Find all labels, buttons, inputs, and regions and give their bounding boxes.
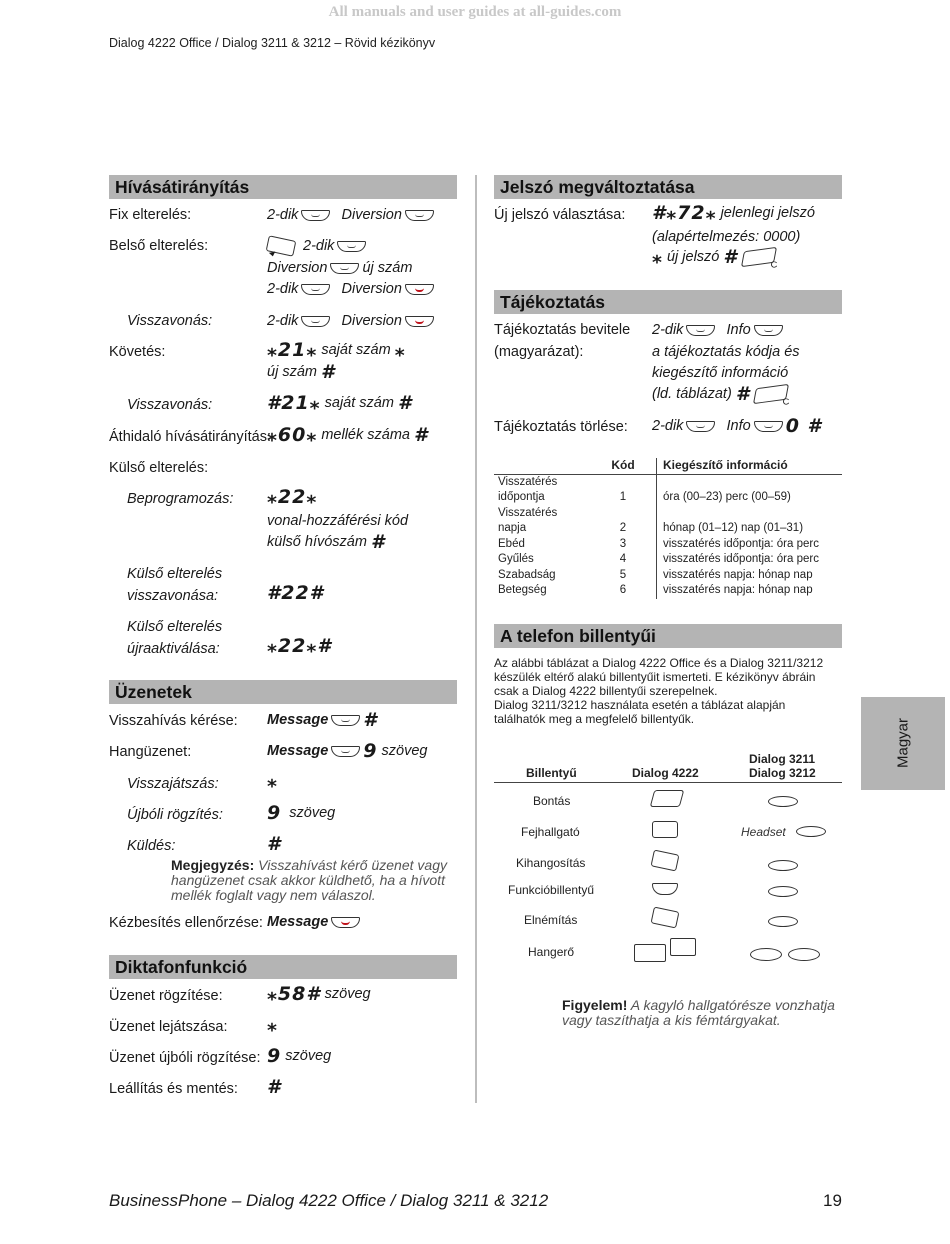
section-title-diktafon: Diktafonfunkció	[109, 955, 457, 979]
softkey-icon	[331, 715, 360, 726]
tajek-bevitele-line4: (ld. táblázat) # C	[652, 383, 789, 407]
codes-cell-name	[494, 568, 590, 584]
athidalo-label: Áthidaló hívásátirányítás:	[109, 429, 272, 445]
belso-action-line3: 2-dik Diversion	[267, 280, 437, 298]
codes-cell-kod: 5	[619, 568, 627, 581]
codes-cell-name	[494, 552, 590, 568]
softkey-icon	[754, 325, 783, 336]
kulso-label: Külső elterelés:	[109, 460, 209, 476]
key-name-kihangositas: Kihangosítás	[516, 856, 586, 870]
kezbesites-action: Message	[267, 913, 363, 931]
tajek-bevitele-line2: a tájékoztatás kódja és	[652, 344, 800, 360]
kulso-visszavonas-label-2: visszavonása:	[127, 588, 219, 604]
softkey-icon	[330, 263, 359, 274]
visszahivas-label: Visszahívás kérése:	[109, 713, 238, 729]
visszavonas-label-2: Visszavonás:	[127, 397, 213, 413]
keys-header-rule	[494, 782, 842, 783]
softkey-active-icon	[405, 284, 434, 295]
page-number: 19	[823, 1191, 842, 1210]
softkey-icon	[331, 746, 360, 757]
kuldes-action: #	[267, 833, 282, 855]
watermark: All manuals and user guides at all-guides.com	[328, 4, 622, 20]
ujboli-rogzites-label: Újbóli rögzítés:	[127, 807, 223, 823]
keys-header-4222: Dialog 4222	[632, 766, 699, 780]
section-title-tajekoztatas: Tájékoztatás	[494, 290, 842, 314]
uzenet-rogzitese-action: ⁎58# szöveg	[267, 983, 371, 1005]
uzenet-ujboli-action: 9 szöveg	[267, 1045, 332, 1067]
codes-cell-info: óra (00–23) perc (00–59)	[657, 474, 843, 506]
megjegyzes-note: Megjegyzés: Visszahívást kérő üzenet vagy hangüzenet csak akkor küldhető, ha a hívott mellék foglalt vagy nem válaszol.	[171, 857, 447, 903]
codes-cell-name	[494, 506, 590, 537]
fix-label: Fix elterelés:	[109, 207, 192, 223]
softkey-icon	[301, 210, 330, 221]
volume-down-key-icon	[634, 944, 666, 962]
tajek-bevitele-line3: kiegészítő információ	[652, 365, 789, 381]
uzenet-ujboli-label: Üzenet újbóli rögzítése:	[109, 1050, 261, 1066]
tajek-torlese-label: Tájékoztatás törlése:	[494, 419, 628, 435]
belso-label: Belső elterelés:	[109, 238, 209, 254]
codes-cell-kod: 3	[619, 537, 627, 550]
softkey-icon	[686, 325, 715, 336]
clear-key-icon: C	[741, 247, 777, 267]
language-tab: Magyar	[861, 697, 945, 790]
kulso-ujraakt-code: ⁎22⁎#	[267, 635, 332, 657]
uj-jelszo-line2: (alapértelmezés: 0000)	[652, 229, 801, 245]
codes-cell-info: visszatérés időpontja: óra perc	[657, 552, 843, 568]
codes-header-0	[494, 458, 590, 474]
codes-row	[494, 474, 842, 506]
section-title-hivasatiranyitas: Hívásátirányítás	[109, 175, 457, 199]
softkey-active-icon	[405, 316, 434, 327]
uzenet-lejatszasa-label: Üzenet lejátszása:	[109, 1019, 228, 1035]
headset-key-icon	[796, 826, 826, 837]
beprogramozas-line2: vonal-hozzáférési kód	[267, 513, 409, 529]
codes-name-line: Szabadság	[498, 568, 556, 581]
section-title-jelszo: Jelszó megváltoztatása	[494, 175, 842, 199]
kuldes-label: Küldés:	[127, 838, 176, 854]
billentyui-intro: Az alábbi táblázat a Dialog 4222 Office és a Dialog 3211/3212 készülék eltérő alakú billentyűit ismerteti. E kézikönyv ábráin csak a Dialog 4222 billentyűi szerepelnek. Dialog 3211/3212 használata esetén a táblázat alapján találhatók meg a megfelelő billentyűk.	[494, 656, 824, 726]
codes-cell-kod: 1	[619, 491, 627, 503]
kovetes-action-line1: ⁎21⁎ saját szám ⁎	[267, 339, 406, 361]
codes-row	[494, 583, 842, 599]
beprogramozas-line3: külső hívószám #	[267, 531, 386, 553]
codes-cell-name	[494, 474, 590, 506]
mute-key-icon	[768, 916, 798, 927]
clear-key-icon	[768, 796, 798, 807]
keys-header-billentyu: Billentyű	[526, 766, 577, 780]
uzenet-rogzitese-label: Üzenet rögzítése:	[109, 988, 223, 1004]
beprogramozas-label: Beprogramozás:	[127, 491, 234, 507]
codes-name-line: napja	[498, 522, 527, 534]
softkey-icon	[301, 284, 330, 295]
visszahivas-action: Message #	[267, 709, 378, 731]
footer-title: BusinessPhone – Dialog 4222 Office / Dialog 3211 & 3212	[109, 1191, 549, 1210]
hanguzenet-action: Message 9 szöveg	[267, 740, 428, 762]
tajek-bevitele-label-1: Tájékoztatás bevitele	[494, 322, 631, 338]
kulso-ujraakt-label-1: Külső elterelés	[127, 619, 223, 635]
codes-name-line: időpontja	[498, 491, 545, 503]
codes-name-line: Ebéd	[498, 537, 525, 550]
codes-cell-name	[494, 537, 590, 553]
codes-cell-kod: 6	[619, 584, 627, 596]
volume-up-key-icon	[670, 938, 696, 956]
visszavonas-label-1: Visszavonás:	[127, 313, 213, 329]
softkey-active-icon	[331, 917, 360, 928]
visszavonas-action-2: #21⁎ saját szám #	[267, 392, 413, 414]
codes-name-line: Visszatérés	[498, 506, 558, 519]
visszajatszas-label: Visszajátszás:	[127, 776, 219, 792]
softkey-icon	[686, 421, 715, 432]
codes-cell-kod: 2	[619, 522, 627, 534]
tajek-bevitele-line1: 2-dik Info	[652, 321, 786, 339]
ujboli-rogzites-action: 9 szöveg	[267, 802, 336, 824]
function-key-icon	[652, 883, 678, 895]
leallitas-action: #	[267, 1076, 282, 1098]
codes-cell-kod: 4	[619, 553, 627, 565]
clear-key-icon	[650, 790, 685, 807]
uj-jelszo-label: Új jelszó választása:	[494, 207, 626, 223]
mute-key-icon	[651, 906, 680, 928]
belso-action-line2: Diversion új szám	[267, 260, 413, 276]
handsfree-icon	[266, 235, 297, 256]
headset-key-icon	[652, 821, 678, 838]
visszajatszas-action: ⁎	[267, 770, 278, 792]
codes-table	[494, 458, 842, 599]
key-name-funkcio: Funkcióbillentyű	[508, 883, 595, 897]
codes-name-line: Betegség	[498, 584, 547, 596]
kovetes-action-line2: új szám #	[267, 361, 336, 383]
clear-key-icon: C	[753, 384, 789, 404]
codes-row	[494, 506, 842, 537]
keys-header-3212: Dialog 3212	[749, 766, 816, 780]
key-name-bontas: Bontás	[533, 794, 571, 808]
codes-name-line: Visszatérés	[498, 475, 558, 488]
section-title-uzenetek: Üzenetek	[109, 680, 457, 704]
handsfree-key-icon	[768, 860, 798, 871]
fix-action: 2-dik Diversion	[267, 206, 437, 224]
section-title-billentyui: A telefon billentyűi	[494, 624, 842, 648]
softkey-icon	[754, 421, 783, 432]
key-name-fejhallgato: Fejhallgató	[521, 825, 580, 839]
codes-header-1: Kód	[611, 458, 635, 472]
softkey-icon	[405, 210, 434, 221]
codes-cell-info: hónap (01–12) nap (01–31)	[657, 506, 843, 537]
codes-header-2: Kiegészítő információ	[657, 458, 843, 474]
leallitas-label: Leállítás és mentés:	[109, 1081, 238, 1097]
softkey-icon	[337, 241, 366, 252]
uj-jelszo-line3: ⁎ új jelszó # C	[652, 246, 777, 270]
running-header: Dialog 4222 Office / Dialog 3211 & 3212 – Rövid kézikönyv	[109, 36, 436, 50]
headset-label: Headset	[741, 825, 786, 839]
kulso-ujraakt-label-2: újraaktiválása:	[127, 641, 220, 657]
uj-jelszo-line1: #⁎72⁎ jelenlegi jelszó	[652, 202, 815, 224]
kulso-visszavonas-label-1: Külső elterelés	[127, 566, 223, 582]
keys-header-3211: Dialog 3211	[749, 752, 816, 766]
codes-row	[494, 568, 842, 584]
volume-down-key-icon	[750, 948, 782, 961]
kovetes-label: Követés:	[109, 344, 166, 360]
kezbesites-label: Kézbesítés ellenőrzése:	[109, 915, 263, 931]
key-name-hangero: Hangerő	[528, 945, 575, 959]
codes-cell-info: visszatérés napja: hónap nap	[657, 583, 843, 599]
softkey-icon	[301, 316, 330, 327]
beprogramozas-code: ⁎22⁎	[267, 486, 318, 508]
handsfree-key-icon	[651, 849, 680, 871]
volume-up-key-icon	[788, 948, 820, 961]
kulso-visszavonas-code: #22#	[267, 582, 324, 604]
codes-cell-info: visszatérés napja: hónap nap	[657, 568, 843, 584]
belso-action-line1: ◀ 2-dik	[267, 237, 369, 255]
hanguzenet-label: Hangüzenet:	[109, 744, 192, 760]
uzenet-lejatszasa-action: ⁎	[267, 1014, 278, 1036]
codes-cell-info: visszatérés időpontja: óra perc	[657, 537, 843, 553]
athidalo-action: ⁎60⁎ mellék száma #	[267, 424, 429, 446]
codes-table-wrap	[494, 458, 842, 599]
codes-cell-name	[494, 583, 590, 599]
tajek-bevitele-label-2: (magyarázat):	[494, 344, 584, 360]
key-name-elnemitas: Elnémítás	[524, 913, 578, 927]
column-divider	[475, 175, 477, 1103]
codes-row	[494, 537, 842, 553]
tajek-torlese-action: 2-dik Info 0 #	[652, 415, 822, 437]
visszavonas-action-1: 2-dik Diversion	[267, 312, 437, 330]
codes-row	[494, 552, 842, 568]
codes-name-line: Gyűlés	[498, 553, 534, 565]
figyelem-note: Figyelem! A kagyló hallgatórésze vonzhatja vagy taszíthatja a kis fémtárgyakat.	[562, 997, 835, 1028]
function-key-icon	[768, 886, 798, 897]
